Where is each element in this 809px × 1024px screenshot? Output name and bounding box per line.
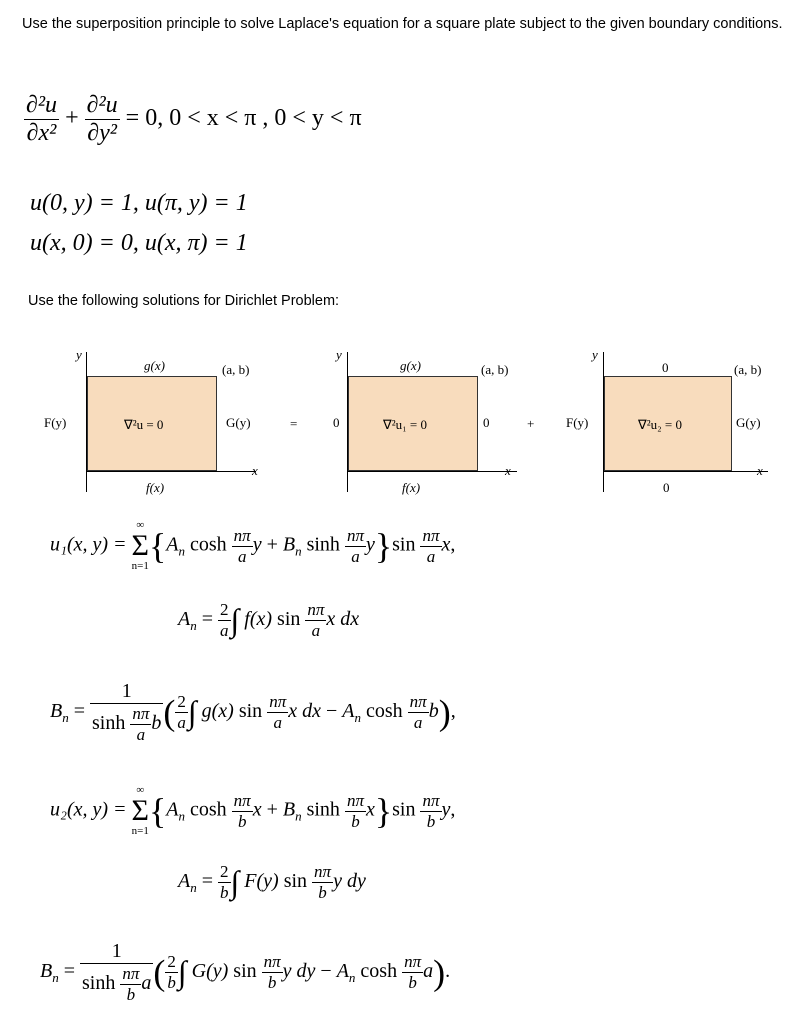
problem-statement: Use the superposition principle to solve Laplace's equation for a square plate subject to the given boundary conditions. <box>22 16 783 32</box>
formula-u2: u₂(x, y) = ∞ Σ n=1 {$A_n$ cosh $\frac{n\pi}{b}$ $x + B_n$ sinh $\frac{n\pi}{b}$ x}sin $\frac{n\pi}{b}$ y, <box>50 784 456 837</box>
formula-u1: u₁(x, y) = ∞ Σ n=1 {$A_n$ cosh $\frac{n\pi}{a}$ $y + B_n$ sinh $\frac{n\pi}{a}$ y}sin $\frac{n\pi}{a}$ x, <box>50 519 456 572</box>
boundary-condition-2: u(x, 0) = 0, u(x, π) = 1 <box>30 230 248 256</box>
formula-Bn-u1: $B_n$ = 1 sinh $\frac{n\pi}{a}$ b ( $\frac{2}{a}$ ∫ g(x) sin $\frac{n\pi}{a}$ x dx − $A_n$ cosh $\frac{n\pi}{a}$ b), <box>50 680 456 744</box>
formula-An-u2: $A_n$ = $\frac{2}{b}$ ∫ F(y) sin $\frac{n\pi}{b}$ y dy <box>178 862 366 902</box>
instruction-text: Use the following solutions for Dirichlet Problem: <box>28 293 340 309</box>
formula-An-u1: $A_n$ = $\frac{2}{a}$ ∫ f(x) sin $\frac{n\pi}{a}$ x dx <box>178 600 360 640</box>
boundary-condition-1: u(0, y) = 1, u(π, y) = 1 <box>30 190 248 216</box>
plus-sign: + <box>527 416 535 431</box>
formula-Bn-u2: $B_n$ = 1 sinh $\frac{n\pi}{b}$ a ( $\frac{2}{b}$ ∫ G(y) sin $\frac{n\pi}{b}$ y dy − $A_n$ cosh $\frac{n\pi}{b}$ a). <box>40 940 451 1004</box>
laplace-equation: $\frac{\text{∂²u}}{\text{∂x²}}$ + $\frac{\text{∂²u}}{\text{∂y²}}$ = 0, 0 < x < π , 0 < y < π <box>26 92 362 146</box>
equals-sign: = <box>290 416 298 431</box>
